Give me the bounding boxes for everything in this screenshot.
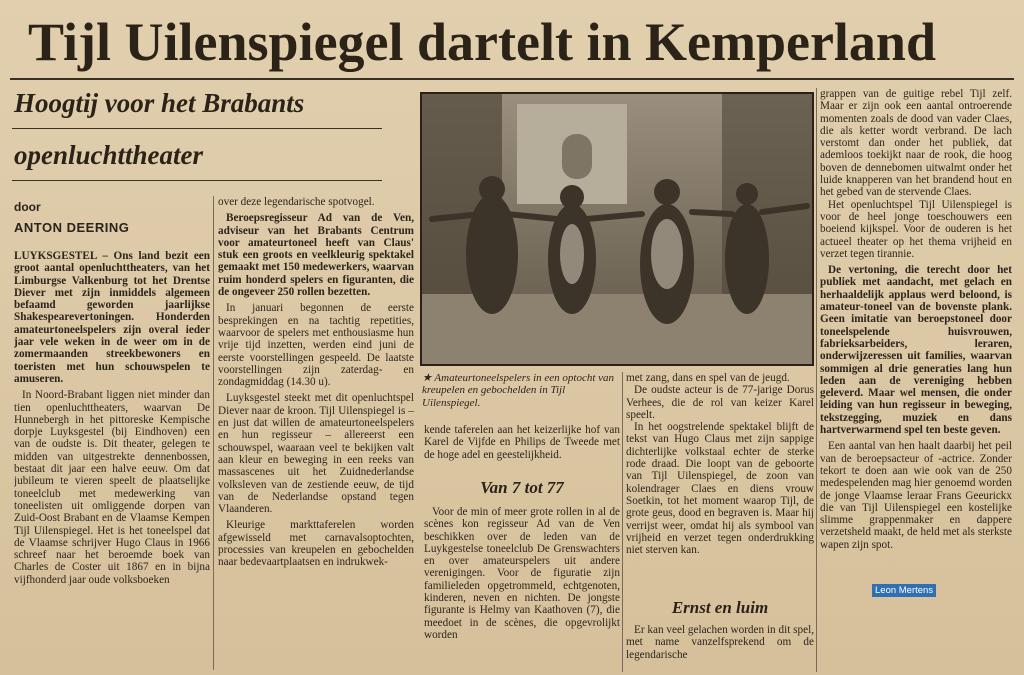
paragraph: met zang, dans en spel van de jeugd.: [626, 372, 790, 384]
column-divider: [816, 88, 817, 672]
watermark-label: Leon Mertens: [872, 584, 936, 597]
article-column-3-top: [424, 424, 620, 464]
paragraph: In het oogstrelende spektakel blijft de tekst van Hugo Claus met zijn sappige dichterlijke volkstaal echter de sterke rode draad. Die loopt van de geboorte van Tijl Uilenspiegel, de zoon van kolendrager Claes en diens vrouw Soetkin, tot het moment waarop Tijl, de grote geus, dood en begraven is. Maar hij verrijst weer, omdat hij als symbool van vrijheid en verzet tegen onderdrukking niet sterven kan.: [626, 421, 814, 557]
column-divider: [213, 196, 214, 670]
byline-prefix: door: [14, 200, 41, 214]
byline-author: ANTON DEERING: [14, 220, 130, 235]
lead-paragraph: LUYKSGESTEL – Ons land bezit een groot aantal openluchttheaters, van het Limburgse Valkenburg tot het Drentse Diever met zijn inmiddels algemeen befaamd geworden jaarlijkse Shakespearevertoningen. Honderden amateurtoneelspelers zijn overal ieder jaar vele weken in de weer om in de zomermaanden streekbewoners en toeristen met hun schouwspelen te amuseren.: [14, 250, 210, 385]
paragraph: kende taferelen aan het keizerlijke hof van Karel de Vijfde en Philips de Tweede met de hoge adel en geestelijkheid.: [424, 424, 620, 461]
paragraph: Kleurige markttaferelen worden afgewisseld met carnavalsoptochten, processies van kreupelen en gebochelden naar bedevaartplaatsen en indrukwek-: [218, 519, 414, 569]
article-column-2: [218, 196, 414, 672]
photo-caption: ★ Amateurtoneelspelers in een optocht van kreupelen en gebochelden in Tijl Uilenspiegel.: [422, 372, 615, 409]
paragraph: Een aantal van hen haalt daarbij het peil van de beroepsacteur of -actrice. Zonder tekort te doen aan wie ook van de 250 medespelenden mag hier genoemd worden de jonge Vlaamse leraar Frans Geeurickx die van Tijl Uilenspiegel een kostelijke slimme grappenmaker en dappere verzetsheld maakt, de held met als sterkste wapen zijn spot.: [820, 440, 1012, 551]
paragraph: In Noord-Brabant liggen niet minder dan tien openluchttheaters, waarvan De Hunnebergh in het pittoreske Kempische dorpje Luyksgestel (bij Eindhoven) een van de oudste is. Dit theater, gelegen te midden van uitgestrekte dennenbossen, bestaat dit jaar een halve eeuw. Om dat jubileum te vieren speelt de plaatselijke toneelclub met medewerking van toneelisten uit omliggende dorpen van Zuid-Oost Brabant en de Vlaamse Kempen Tijl Uilenspiegel. Het is het toneelspel dat de Vlaamse schrijver Hugo Claus in 1966 schreef naar het beroemde boek van Charles de Coster uit 1867 en in bijna vijfhonderd jaar oude volksboeken: [14, 389, 210, 586]
paragraph-bold: Beroepsregisseur Ad van de Ven, adviseur van het Brabants Centrum voor amateurtoneel heeft van Claus' stuk een groots en veelkleurig spektakel gemaakt met 150 medewerkers, waarvan ruim honderd spelers en figuranten, die de ongeveer 250 rollen bezetten.: [218, 212, 414, 299]
paragraph-bold: De vertoning, die terecht door het publiek met aandacht, met gelach en herhaaldelijk applaus werd beloond, is amateur-toneel van de bovenste plank. Geen imitatie van beroepstoneel door toneelspelende huisvrouwen, fabrieksarbeiders, leraren, onderwijzeressen uit families, waarvan sommigen al drie generaties lang hun leden aan de vereniging hebben geleverd. Maar wel mensen, die onder leiding van hun regisseur in beweging, tekstzegging, muziek en dans hartverwarmend spel ten beste geven.: [820, 264, 1012, 437]
intertitle-van-7-tot-77: Van 7 tot 77: [480, 478, 564, 497]
article-column-3: [424, 506, 620, 672]
article-column-1: [14, 250, 210, 670]
paragraph: Er kan veel gelachen worden in dit spel, met name vanzelfsprekend om de legendarische: [626, 624, 814, 661]
paragraph: over deze legendarische spotvogel.: [218, 196, 375, 208]
paragraph: De oudste acteur is de 77-jarige Dorus Verhees, die de rol van keizer Karel speelt.: [626, 384, 814, 421]
column-divider: [622, 372, 623, 672]
subhead-rule-2: [12, 180, 382, 181]
theater-photo: [420, 92, 814, 366]
paragraph: In januari begonnen de eerste besprekingen en na tachtig repetities, waarvoor de spelers met enthousiasme hun vrije tijd inzetten, werden eind juni de eerste voorstellingen gespeeld. De laatste voorstellingen zijn zaterdag- en zondagmiddag (14.30 u).: [218, 302, 414, 389]
paragraph: Het openluchtspel Tijl Uilenspiegel is voor de heel jonge toeschouwers een boeiend kijkspel. Voor de ouderen is het actueel theater op het thema vrijheid en verzet tegen tirannie.: [820, 198, 1012, 260]
paragraph: grappen van de guitige rebel Tijl zelf. Maar er zijn ook een aantal ontroerende momenten zoals de dood van vader Claes, die als ketter wordt verbrand. De lach verstomt dan onder het publiek, dat ademloos toekijkt naar de rook, die hoog boven de dennebomen uitwalmt onder het luide knapperen van het brandend hout en het gebed van de stervende Claes.: [820, 88, 1012, 199]
headline-rule: [10, 78, 1014, 80]
paragraph: Voor de min of meer grote rollen in al de scènes kon regisseur Ad van de Ven beschikken over de leden van de Luykgestelse toneelclub De Grenswachters en over amateurspelers uit andere verenigingen. Voor de figuratie zijn familieleden opgetrommeld, echtgenoten, kinderen, neven en nichten. De jongste figurante is Helmy van Kaathoven (7), die meedoet in de scènes, die opgevrolijkt worden: [424, 506, 620, 641]
paragraph: Luyksgestel steekt met dit openluchtspel Diever naar de kroon. Tijl Uilenspiegel is – en just dat willen de amateurtoneelspelers en hun regisseur – allereerst een schouwspel, waaraan veel te bekijken valt aan kleur en beweging in een reeks van massascenes uit het Zuidnederlandse volksleven van de zestiende eeuw, de tijd van de Nederlandse opstand tegen Vlaanderen.: [218, 392, 414, 516]
intertitle-ernst-en-luim: Ernst en luim: [671, 598, 769, 617]
article-column-4: [626, 372, 814, 594]
subheadline-line-2: openluchttheater: [14, 140, 204, 170]
subheadline-line-1: Hoogtij voor het Brabants: [14, 88, 305, 118]
article-column-4-bottom: [626, 624, 814, 674]
subhead-rule-1: [12, 128, 382, 129]
headline: Tijl Uilenspiegel dartelt in Kemperland: [28, 12, 936, 72]
